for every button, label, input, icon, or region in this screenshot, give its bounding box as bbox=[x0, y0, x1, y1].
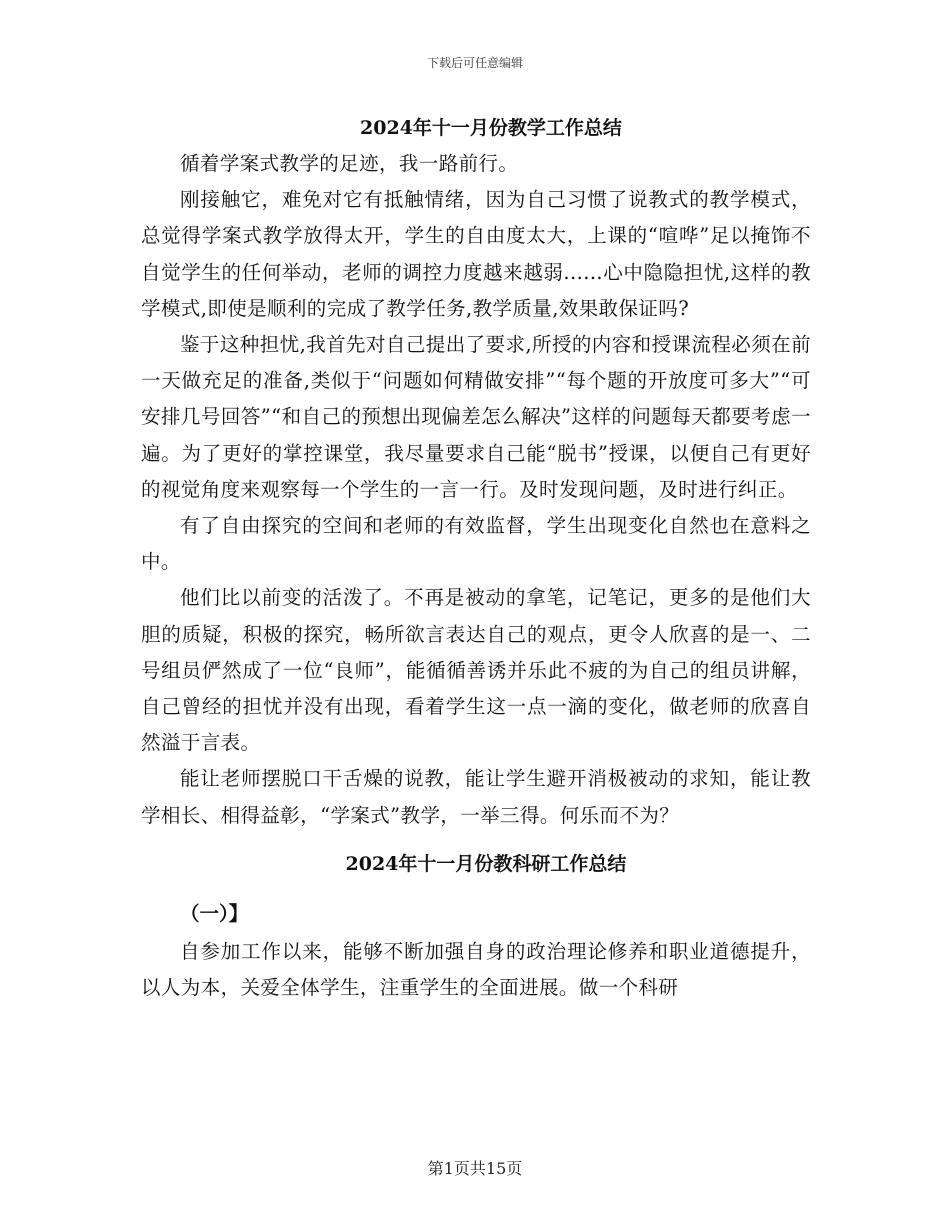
document-body bbox=[141, 110, 811, 1006]
section-1-paragraph-4: 有了自由探究的空间和老师的有效监督，学生出现变化自然也在意料之中。 bbox=[141, 514, 811, 574]
page-number: 第1页共15页 bbox=[427, 1159, 523, 1178]
section-1-paragraph-2: 刚接触它，难免对它有抵触情绪，因为自己习惯了说教式的教学模式，总觉得学案式教学放得太开，学生的自由度太大，上课的“喧哗”足以掩饰不自觉学生的任何举动，老师的调控力度越来越弱......心中隐隐担忧,这样的教学模式,即使是顺利的完成了教学任务,教学质量,效果敢保证吗? bbox=[141, 188, 811, 320]
section-1-paragraph-6: 能让老师摆脱口干舌燥的说教，能让学生避开消极被动的求知，能让教学相长、相得益彰，“学案式”教学，一举三得。何乐而不为？ bbox=[141, 767, 811, 827]
section-1-paragraph-1: 循着学案式教学的足迹，我一路前行。 bbox=[180, 152, 519, 175]
section-1-paragraph-5: 他们比以前变的活泼了。不再是被动的拿笔，记笔记，更多的是他们大胆的质疑，积极的探究，畅所欲言表达自己的观点，更令人欣喜的是一、二号组员俨然成了一位“良师”，能循循善诱并乐此不疲的为自己的组员讲解，自己曾经的担忧并没有出现，看着学生这一点一滴的变化，做老师的欣喜自然溢于言表。 bbox=[141, 586, 811, 755]
section-2-paragraph-1: 自参加工作以来，能够不断加强自身的政治理论修养和职业道德提升，以人为本，关爱全体学生，注重学生的全面进展。做一个科研 bbox=[141, 939, 811, 1000]
section-1-paragraph-3: 鉴于这种担忧,我首先对自己提出了要求,所授的内容和授课流程必须在前一天做充足的准备,类似于“问题如何精做安排”“每个题的开放度可多大”“可安排几号回答”“和自己的预想出现偏差怎么解决”这样的问题每天都要考虑一遍。为了更好的掌控课堂，我尽量要求自己能“脱书”授课，以便自己有更好的视觉角度来观察每一个学生的一言一行。及时发现问题，及时进行纠正。 bbox=[141, 333, 811, 501]
header-note: 下载后可任意编辑 bbox=[426, 56, 523, 70]
section-2-title: 2024年十一月份教科研工作总结 bbox=[345, 852, 627, 875]
section-2-sub-heading: （一）】 bbox=[180, 901, 249, 925]
section-1-title: 2024年十一月份教学工作总结 bbox=[360, 117, 622, 139]
